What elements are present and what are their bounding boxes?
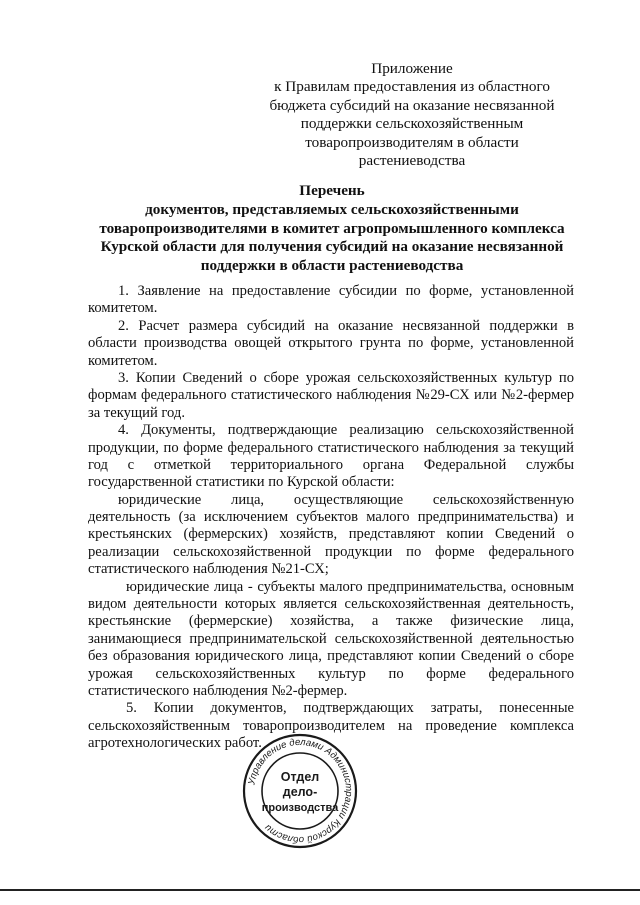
list-item-line: за текущий год.	[88, 404, 186, 421]
list-item-line: деятельность (за исключением субъектов малого предпринимательства) и	[88, 509, 574, 526]
list-item-line: занимающиеся предпринимательской сельскохозяйственной деятельностью	[88, 630, 574, 647]
list-item-line: 5. Копии документов, подтверждающих затраты, понесенные	[126, 700, 574, 717]
stamp-seal-icon	[240, 731, 360, 851]
list-item-line: юридические лица - субъекты малого предпринимательства, основным	[126, 578, 574, 595]
stamp-outer-text: Управление делами Администрации Курской области	[246, 736, 355, 846]
list-item-line: государственной статистики по Курской области:	[88, 474, 395, 491]
title-line: Перечень	[299, 182, 365, 199]
list-item-line: формам федерального статистического наблюдения №29-СХ или №2-фермер	[88, 387, 574, 404]
list-item	[88, 579, 574, 701]
appendix-header	[262, 60, 562, 170]
list-item	[88, 370, 574, 422]
document-title	[80, 182, 584, 276]
list-item-line: юридические лица, осуществляющие сельскохозяйственную	[118, 491, 574, 508]
list-item-line: статистического наблюдения №2-фермер.	[88, 682, 348, 699]
appendix-line: товаропроизводителям в области	[305, 133, 519, 151]
list-item-line: 2. Расчет размера субсидий на оказание несвязанной поддержки в	[118, 317, 574, 334]
document-body	[88, 283, 574, 753]
list-item-line: крестьянские (фермерские) хозяйства, а также физические лица,	[88, 613, 574, 630]
list-item-line: крестьянских (фермерских) хозяйств, представляют копии Сведений о	[88, 526, 574, 543]
appendix-line: растениеводства	[358, 152, 466, 170]
list-item	[88, 492, 574, 579]
appendix-line: к Правилам предоставления из областного	[274, 78, 550, 96]
list-item-line: без образования юридического лица, представляют копии Сведений о сборе	[88, 648, 574, 665]
list-item-line: реализации сельскохозяйственной продукции по форме федерального	[88, 543, 574, 560]
list-item	[88, 318, 574, 370]
appendix-line: поддержки сельскохозяйственным	[300, 115, 524, 133]
appendix-line: Приложение	[371, 60, 453, 77]
stamp-center-text: производства	[261, 802, 339, 814]
list-item-line: комитетом.	[88, 352, 158, 369]
list-item-line: 1. Заявление на предоставление субсидии по форме, установленной	[118, 283, 574, 299]
list-item-line: статистического наблюдения №21-СХ;	[88, 561, 329, 578]
bottom-divider	[0, 889, 640, 891]
list-item-line: 4. Документы, подтверждающие реализацию сельскохозяйственной	[118, 422, 574, 439]
list-item-line: видом деятельности которых является сельскохозяйственная деятельность,	[88, 596, 574, 613]
list-item-line: продукции, по форме федерального статистического наблюдения за текущий	[88, 439, 574, 456]
list-item-line: сельскохозяйственным товаропроизводителем на проведение комплекса	[88, 717, 574, 734]
stamp-center-text: дело-	[282, 785, 318, 799]
list-item-line: 3. Копии Сведений о сборе урожая сельскохозяйственных культур по	[118, 369, 574, 386]
list-item	[88, 422, 574, 492]
list-item	[88, 283, 574, 318]
list-item-line: области производства овощей открытого грунта по форме, установленной	[88, 335, 574, 352]
title-line: поддержки в области растениеводства	[200, 257, 464, 275]
list-item-line: год с отметкой территориального органа Федеральной службы	[88, 456, 574, 473]
appendix-line: бюджета субсидий на оказание несвязанной	[269, 96, 555, 114]
list-item-line: комитетом.	[88, 300, 158, 317]
stamp-center-text: Отдел	[280, 770, 320, 784]
title-line: товаропроизводителями в комитет агропромышленного комплекса	[99, 219, 565, 237]
list-item-line: агротехнологических работ.	[88, 735, 262, 752]
title-line: документов, представляемых сельскохозяйственными	[145, 200, 519, 218]
title-line: Курской области для получения субсидий на оказание несвязанной	[100, 238, 564, 256]
list-item-line: урожая сельскохозяйственных культур по форме федерального	[88, 665, 574, 682]
office-stamp	[240, 731, 360, 851]
